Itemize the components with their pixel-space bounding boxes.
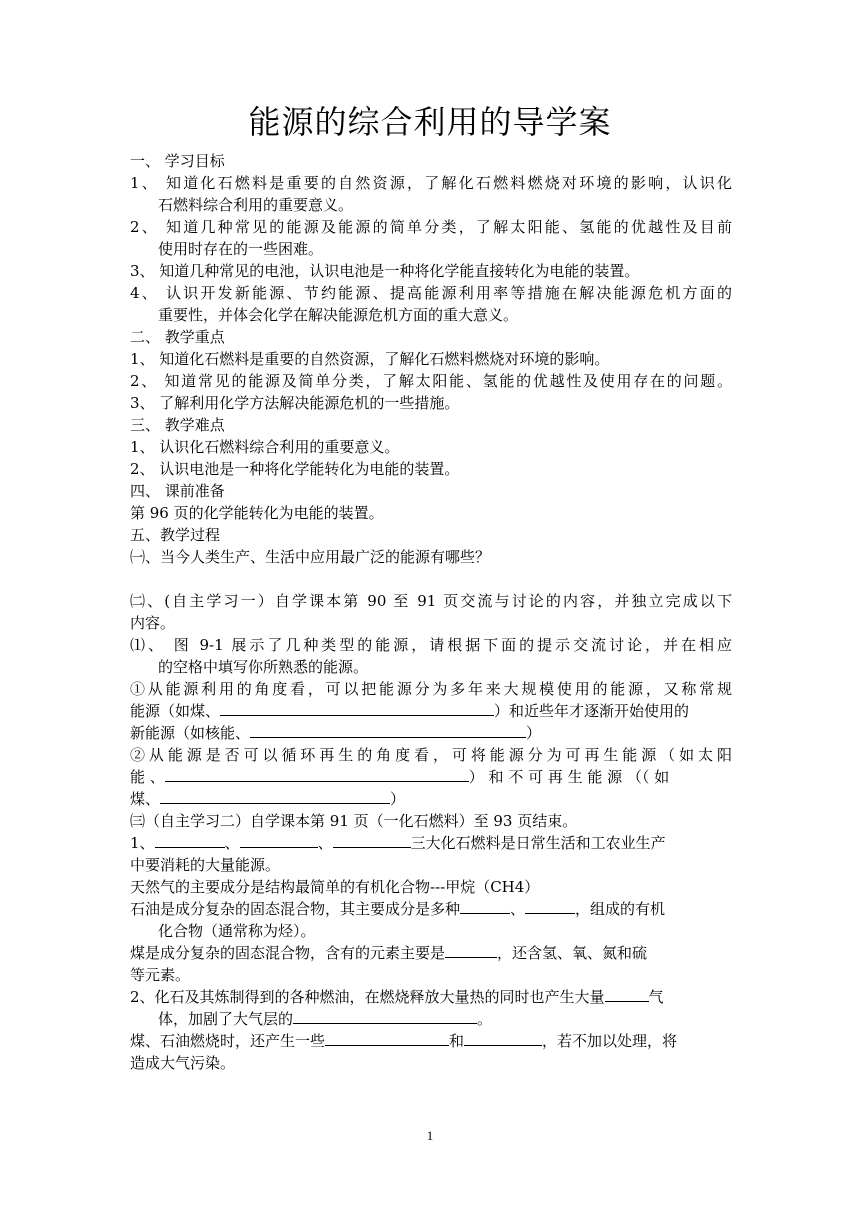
fill-line-three-fuels: 1、 、 、 三大化石燃料是日常生活和工农业生产: [130, 834, 666, 852]
fill-line-pollutants: 煤、石油燃烧时，还产生一些 和 ，若不加以处理，将: [130, 1032, 678, 1050]
goal-2-cont: 使用时存在的一些困难。: [158, 240, 324, 258]
self-study-1: ㈡、(自主学习一）自学课本第 90 至 91 页交流与讨论的内容，并独立完成以下: [130, 592, 732, 610]
preparation-text: 第 96 页的化学能转化为电能的装置。: [130, 504, 384, 522]
answer-blank[interactable]: [250, 722, 526, 738]
answer-blank[interactable]: [160, 788, 390, 804]
fuels-cont: 中要消耗的大量能源。: [130, 856, 281, 874]
answer-blank[interactable]: [155, 832, 225, 848]
fill-line-petroleum: 石油是成分复杂的固态混合物，其主要成分是多种 、 ，组成的有机: [130, 900, 666, 918]
question-1: ㈠、当今人类生产、生活中应用最广泛的能源有哪些？: [130, 548, 491, 566]
answer-blank[interactable]: [460, 898, 510, 914]
document-title: 能源的综合利用的导学案: [248, 103, 612, 141]
goal-4-cont: 重要性，并体会化学在解决能源危机方面的重大意义。: [158, 306, 519, 324]
coal-cont: 等元素。: [130, 966, 191, 984]
answer-blank[interactable]: [240, 832, 318, 848]
answer-blank[interactable]: [445, 942, 497, 958]
goal-4: 4、 认识开发新能源、节约能源、提高能源利用率等措施在解决能源危机方面的: [130, 284, 732, 302]
section-heading-key-points: 二、 教学重点: [130, 328, 225, 346]
page-number: 1: [426, 1128, 434, 1143]
answer-blank[interactable]: [165, 766, 469, 782]
goal-2: 2、 知道几种常见的能源及能源的简单分类，了解太阳能、氢能的优越性及目前: [130, 218, 732, 236]
answer-blank[interactable]: [293, 1008, 477, 1024]
section-heading-process: 五、教学过程: [130, 526, 221, 544]
answer-blank[interactable]: [325, 1030, 449, 1046]
fill-line-new-energy: 新能源（如核能、 ）: [130, 724, 542, 742]
section-heading-difficulties: 三、 教学难点: [130, 416, 225, 434]
petroleum-cont: 化合物（通常称为烃）。: [158, 922, 316, 940]
self-study-2: ㈢（自主学习二）自学课本第 91 页（一化石燃料）至 93 页结束。: [130, 812, 578, 830]
section-heading-preparation: 四、 课前准备: [130, 482, 225, 500]
goal-3: 3、 知道几种常见的电池，认识电池是一种将化学能直接转化为电能的装置。: [130, 262, 640, 280]
fill-line-conventional: 能源（如煤、 ）和近些年才逐渐开始使用的: [130, 702, 690, 720]
key-point-1: 1、 知道化石燃料是重要的自然资源，了解化石燃料燃烧对环境的影响。: [130, 350, 610, 368]
answer-blank[interactable]: [525, 898, 575, 914]
pollution-cont: 造成大气污染。: [130, 1054, 236, 1072]
answer-blank[interactable]: [605, 986, 649, 1002]
key-point-2: 2、 知道常见的能源及简单分类，了解太阳能、氢能的优越性及使用存在的问题。: [130, 372, 732, 390]
self-study-1-cont: 内容。: [130, 614, 176, 632]
item-1a: ①从能源利用的角度看，可以把能源分为多年来大规模使用的能源，又称常规: [130, 680, 732, 698]
key-point-3: 3、 了解利用化学方法解决能源危机的一些措施。: [130, 394, 460, 412]
answer-blank[interactable]: [464, 1030, 542, 1046]
item-1-cont: 的空格中填写你所熟悉的能源。: [158, 658, 369, 676]
fill-line-atmosphere: 体，加剧了大气层的 。: [158, 1010, 493, 1028]
difficulty-2: 2、 认识电池是一种将化学能转化为电能的装置。: [130, 460, 460, 478]
answer-blank[interactable]: [333, 832, 411, 848]
difficulty-1: 1、 认识化石燃料综合利用的重要意义。: [130, 438, 400, 456]
fill-line-renewable: 能 、 ） 和 不 可 再 生 能 源 （（ 如: [130, 768, 670, 786]
fill-line-nonrenewable: 煤、 ）: [130, 790, 406, 808]
fill-line-coal: 煤是成分复杂的固态混合物，含有的元素主要是 ，还含氢、氧、氮和硫: [130, 944, 648, 962]
answer-blank[interactable]: [220, 700, 494, 716]
goal-1-cont: 石燃料综合利用的重要意义。: [158, 196, 354, 214]
goal-1: 1、 知道化石燃料是重要的自然资源，了解化石燃料燃烧对环境的影响，认识化: [130, 174, 732, 192]
natural-gas-text: 天然气的主要成分是结构最简单的有机化合物---甲烷（CH4）: [130, 878, 540, 896]
item-1b: ②从能源是否可以循环再生的角度看，可将能源分为可再生能源（如太阳: [130, 746, 732, 764]
fill-line-gas-emission: 2、化石及其炼制得到的各种燃油，在燃烧释放大量热的同时也产生大量 气: [130, 988, 664, 1006]
section-heading-goals: 一、 学习目标: [130, 152, 225, 170]
item-1: ⑴、 图 9-1 展示了几种类型的能源，请根据下面的提示交流讨论，并在相应: [130, 636, 732, 654]
